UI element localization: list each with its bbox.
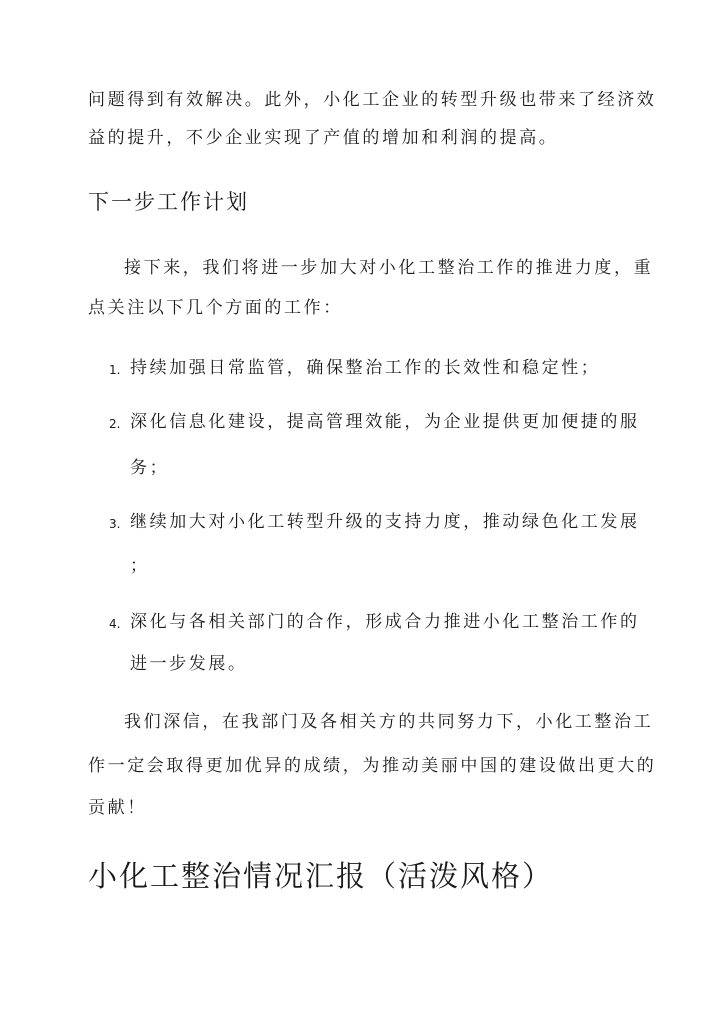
- list-item-number: 4.: [109, 617, 121, 631]
- list-item-number: 2.: [109, 417, 121, 431]
- plan-para-line-2: 点关注以下几个方面的工作：: [88, 298, 343, 318]
- list-item-text: 深化与各相关部门的合作，形成合力推进小化工整治工作的: [130, 612, 640, 632]
- section-heading-next-plan: 下一步工作计划: [88, 190, 249, 214]
- list-item-text-cont: 进一步发展。: [130, 654, 248, 674]
- list-item-number: 3.: [109, 517, 121, 531]
- closing-line-1: 我们深信，在我部门及各相关方的共同努力下，小化工整治工: [124, 712, 654, 732]
- intro-line-2: 益的提升，不少企业实现了产值的增加和利润的提高。: [88, 128, 559, 148]
- list-item-text-cont: 务；: [130, 458, 170, 478]
- intro-line-1: 问题得到有效解决。此外，小化工企业的转型升级也带来了经济效: [88, 90, 657, 110]
- plan-para-line-1: 接下来，我们将进一步加大对小化工整治工作的推进力度，重: [124, 258, 654, 278]
- list-item-text: 深化信息化建设，提高管理效能，为企业提供更加便捷的服: [130, 412, 640, 432]
- closing-line-3: 贡献！: [88, 798, 147, 818]
- closing-line-2: 作一定会取得更加优异的成绩，为推动美丽中国的建设做出更大的: [88, 756, 657, 776]
- list-item-text: 持续加强日常监管，确保整治工作的长效性和稳定性；: [130, 358, 601, 378]
- section-title: 小化工整治情况汇报（活泼风格）: [88, 859, 554, 893]
- list-item-text-cont: ；: [130, 556, 150, 576]
- list-item-number: 1.: [109, 363, 121, 377]
- list-item-text: 继续加大对小化工转型升级的支持力度，推动绿色化工发展: [130, 512, 640, 532]
